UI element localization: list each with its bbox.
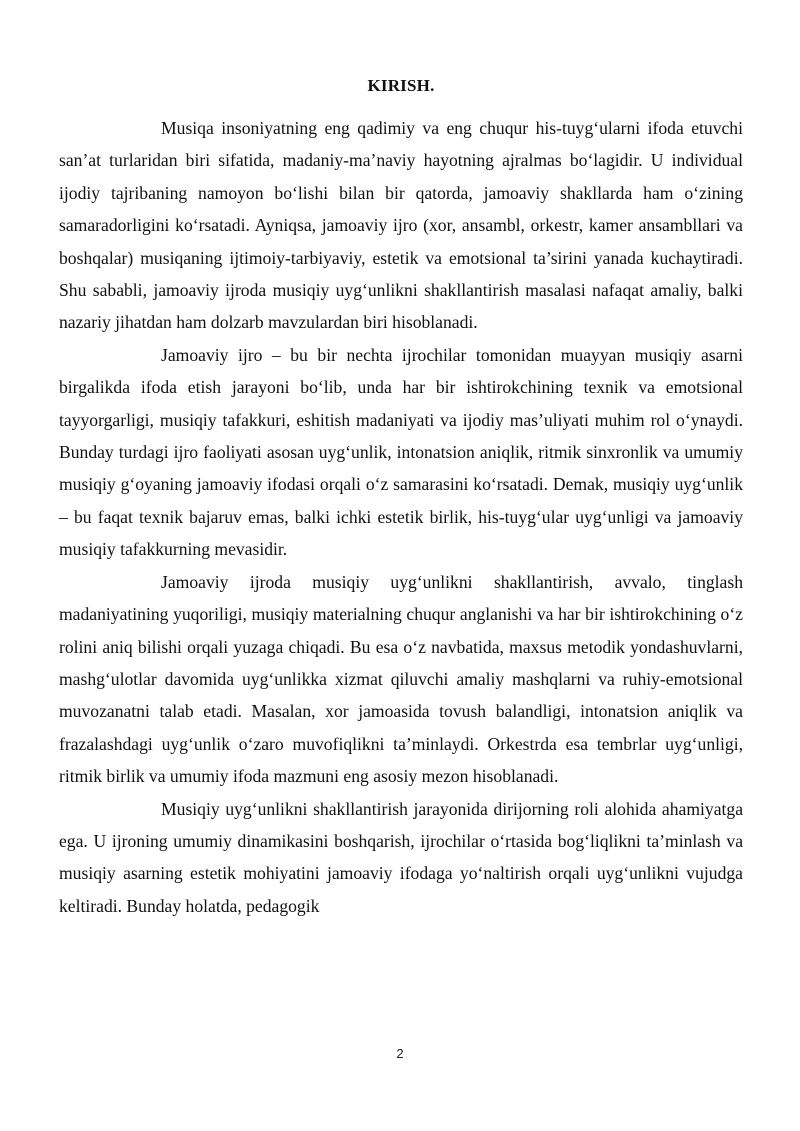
paragraph-3: Jamoaviy ijroda musiqiy uyg‘unlikni shakllantirish, avvalo, tinglash madaniyatining yuqoriligi, musiqiy materialning chuqur anglanishi va har bir ishtirokchining o‘z rolini aniq bilishi orqali yuzaga chiqadi. Bu esa o‘z navbatida, maxsus metodik yondashuvlarni, mashg‘ulotlar davomida uyg‘unlikka xizmat qiluvchi amaliy mashqlarni va ruhiy-emotsional muvozanatni talab etadi. Masalan, xor jamoasida tovush balandligi, intonatsion aniqlik va frazalashdagi uyg‘unlik o‘zaro muvofiqlikni ta’minlaydi. Orkestrda esa tembrlar uyg‘unligi, ritmik birlik va umumiy ifoda mazmuni eng asosiy mezon hisoblanadi. bbox=[59, 571, 743, 787]
page-title: KIRISH. bbox=[367, 76, 435, 95]
paragraph-4: Musiqiy uyg‘unlikni shakllantirish jarayonida dirijorning roli alohida ahamiyatga ega. U ijroning umumiy dinamikasini boshqarish, ijrochilar o‘rtasida bog‘liqlikni ta’minlash va musiqiy asarning estetik mohiyatini jamoaviy ifodaga yo‘naltirish orqali uyg‘unlikni vujudga keltiradi. Bunday holatda, pedagogik bbox=[59, 798, 743, 916]
paragraph-2: Jamoaviy ijro – bu bir nechta ijrochilar tomonidan muayyan musiqiy asarni birgalikda ifoda etish jarayoni bo‘lib, unda har bir ishtirokchining texnik va emotsional tayyorgarligi, musiqiy tafakkuri, eshitish madaniyati va ijodiy mas’uliyati muhim rol o‘ynaydi. Bunday turdagi ijro faoliyati asosan uyg‘unlik, intonatsion aniqlik, ritmik sinxronlik va umumiy musiqiy g‘oyaning jamoaviy ifodasi orqali o‘z samarasini ko‘rsatadi. Demak, musiqiy uyg‘unlik – bu faqat texnik bajaruv emas, balki ichki estetik birlik, his-tuyg‘ular uyg‘unligi va jamoaviy musiqiy tafakkurning mevasidir. bbox=[59, 344, 743, 560]
paragraph-1: Musiqa insoniyatning eng qadimiy va eng chuqur his-tuyg‘ularni ifoda etuvchi san’at turlaridan biri sifatida, madaniy-ma’naviy hayotning ajralmas bo‘lagidir. U individual ijodiy tajribaning namoyon bo‘lishi bilan bir qatorda, jamoaviy shakllarda ham o‘zining samaradorligini ko‘rsatadi. Ayniqsa, jamoaviy ijro (xor, ansambl, orkestr, kamer ansambllari va boshqalar) musiqaning ijtimoiy-tarbiyaviy, estetik va emotsional ta’sirini yanada kuchaytiradi. Shu sababli, jamoaviy ijroda musiqiy uyg‘unlikni shakllantirish masalasi nafaqat amaliy, balki nazariy jihatdan ham dolzarb mavzulardan biri hisoblanadi. bbox=[59, 118, 743, 333]
page-number: 2 bbox=[396, 1046, 404, 1061]
